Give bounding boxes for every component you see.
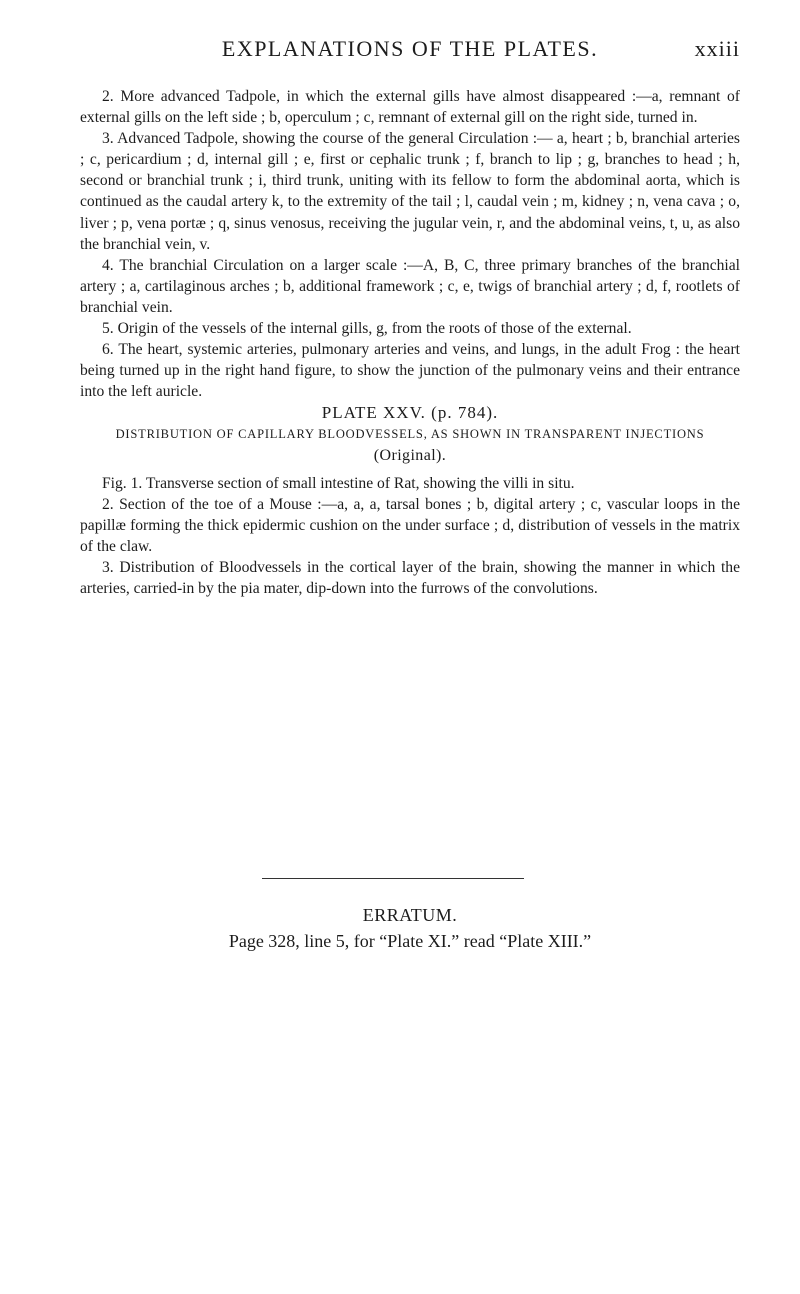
plate25-item-1: Fig. 1. Transverse section of small intestine of Rat, showing the villi in situ.	[102, 474, 575, 492]
body-text	[80, 86, 740, 599]
page-title: EXPLANATIONS OF THE PLATES.	[221, 36, 599, 61]
running-head	[80, 36, 740, 62]
plate24-item-2: 2. More advanced Tadpole, in which the external gills have almost disappeared :—a, remnant of external gills on the left side ; b, operculum ; c, remnant of external gill on the right side, turned in.	[80, 88, 740, 127]
plate24-item-6: 6. The heart, systemic arteries, pulmonary arteries and veins, and lungs, in the adult Frog : the heart being turned up in the right hand figure, to show the junction of the pulmonary veins and their entrance into the left auricle.	[80, 341, 740, 401]
section-divider	[262, 878, 524, 879]
erratum-text: Page 328, line 5, for “Plate XI.” read “Plate XIII.”	[228, 931, 592, 951]
plate25-heading: PLATE XXV. (p. 784).	[321, 403, 499, 423]
plate24-item-3: 3. Advanced Tadpole, showing the course of the general Circulation :— a, heart ; b, branchial arteries ; c, pericardium ; d, internal gill ; e, first or cephalic trunk ; f, branch to lip ; g, branches to head ; h, second or branchial trunk ; i, third trunk, uniting with its fellow to form the abdominal aorta, which is continued as the caudal artery k, to the extremity of the tail ; l, caudal vein ; m, kidney ; n, vena cava ; o, liver ; p, vena portæ ; q, sinus venosus, receiving the jugular vein, r, and the abdominal veins, t, u, as also the branchial vein, v.	[80, 130, 740, 253]
plate25-subheading-text: DISTRIBUTION OF CAPILLARY BLOODVESSELS, AS SHOWN IN TRANSPARENT INJECTIONS	[115, 426, 705, 441]
erratum-heading: ERRATUM.	[362, 905, 458, 925]
page-number: xxiii	[694, 36, 740, 61]
plate25-subheading	[80, 424, 740, 467]
plate24-item-4: 4. The branchial Circulation on a larger scale :—A, B, C, three primary branches of the branchial artery ; a, cartilaginous arches ; b, additional framework ; c, e, twigs of branchial artery ; d, f, rootlets of branchial vein.	[80, 256, 740, 316]
plate25-subheading-original: (Original).	[373, 446, 447, 464]
plate25-item-2: 2. Section of the toe of a Mouse :—a, a, a, tarsal bones ; b, digital artery ; c, vascular loops in the papillæ forming the thick epidermic cushion on the under surface ; d, distribution of vessels in the matrix of the claw.	[80, 495, 740, 555]
plate24-item-5: 5. Origin of the vessels of the internal gills, g, from the roots of those of the external.	[102, 320, 632, 338]
plate25-item-3: 3. Distribution of Bloodvessels in the cortical layer of the brain, showing the manner in which the arteries, carried-in by the pia mater, dip-down into the furrows of the convolutions.	[80, 558, 740, 597]
